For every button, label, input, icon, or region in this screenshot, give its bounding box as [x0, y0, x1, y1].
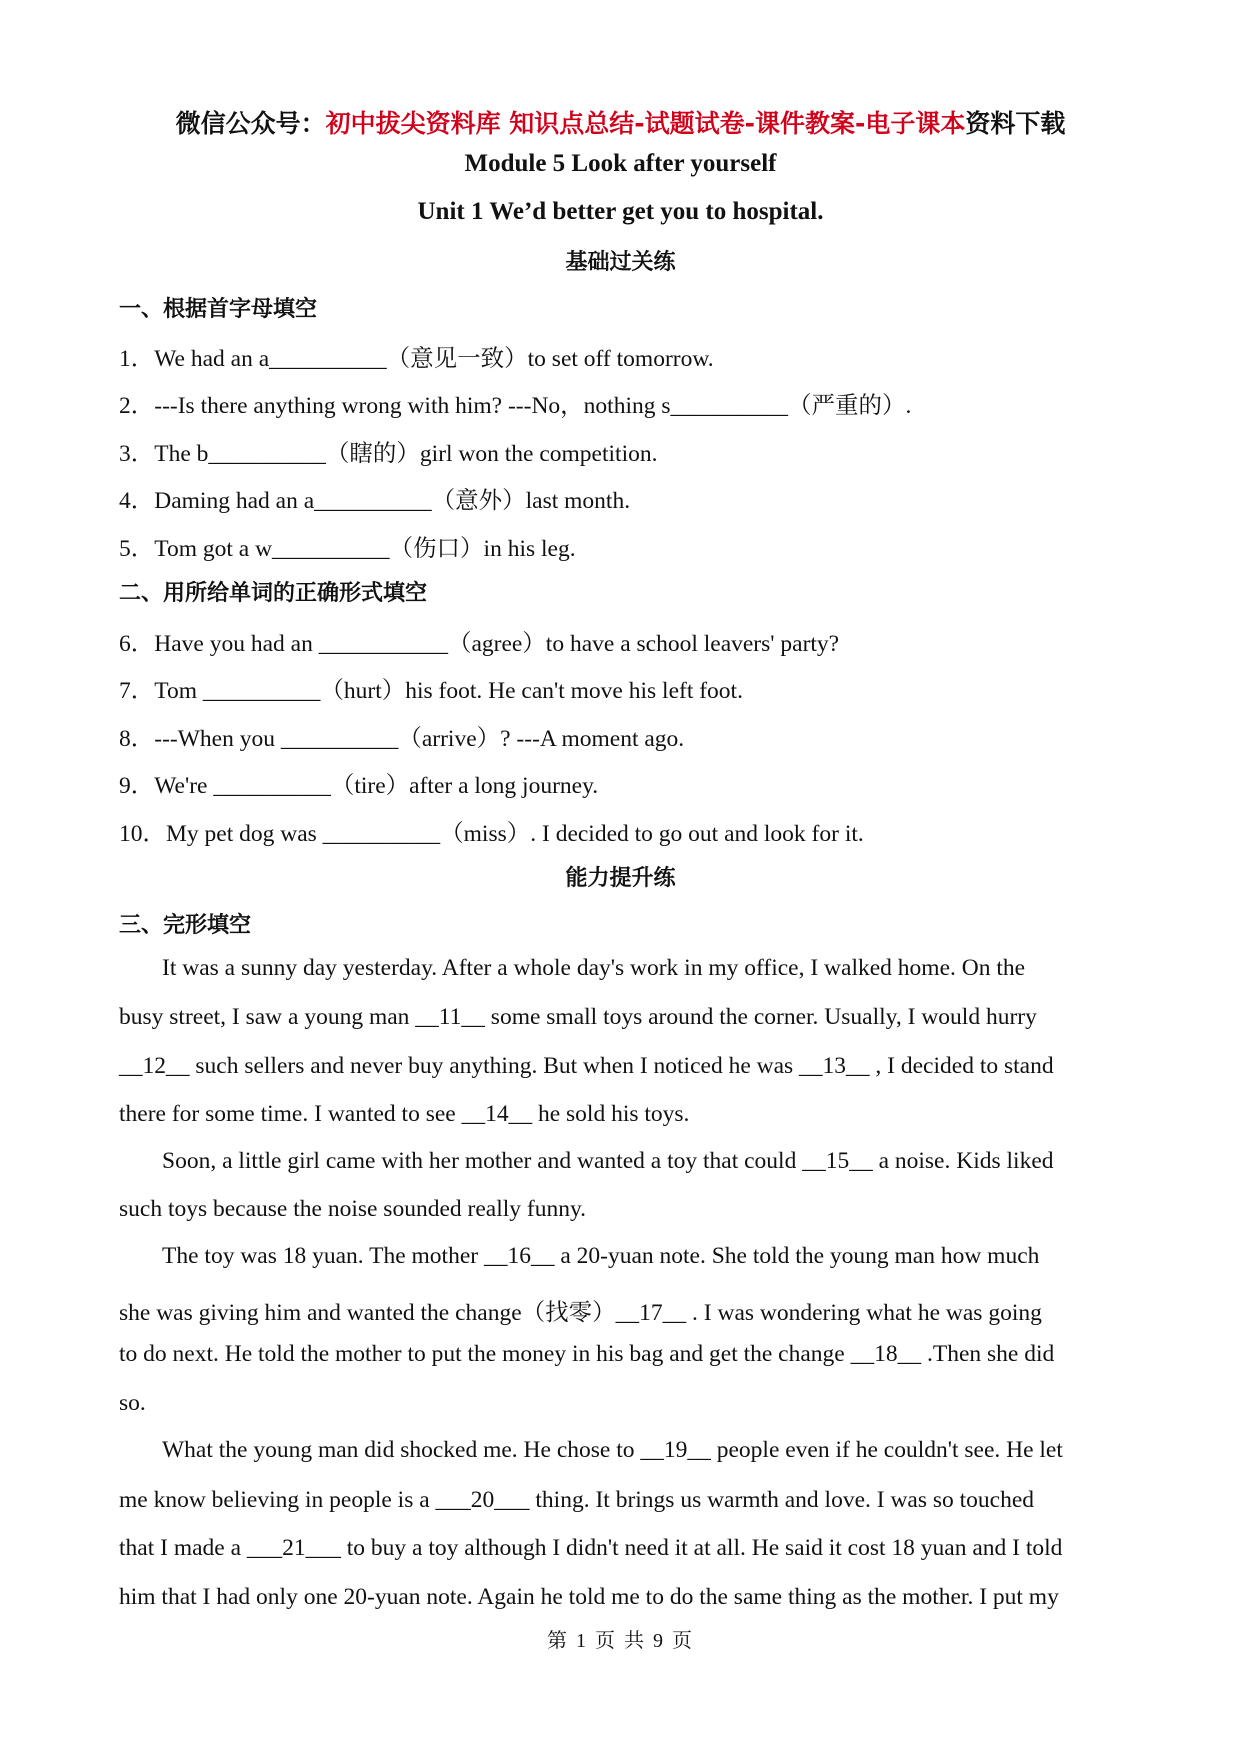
- cloze-line: me know believing in people is a ___20___ thing. It brings us warmth and love. I was so touched: [119, 1487, 1035, 1513]
- question-8: 8．---When you __________（arrive）? ---A moment ago.: [119, 726, 685, 752]
- cloze-line: It was a sunny day yesterday. After a whole day's work in my office, I walked home. On the: [162, 955, 1026, 981]
- question-10: 10．My pet dog was __________（miss）. I decided to go out and look for it.: [119, 821, 864, 847]
- part3-heading: 三、完形填空: [119, 913, 252, 938]
- question-3: 3．The b__________（瞎的）girl won the competition.: [119, 441, 658, 467]
- cloze-line: him that I had only one 20-yuan note. Again he told me to do the same thing as the mother. I put my: [119, 1584, 1059, 1610]
- question-6: 6．Have you had an ___________（agree）to have a school leavers' party?: [119, 631, 840, 657]
- cloze-line: The toy was 18 yuan. The mother __16__ a 20-yuan note. She told the young man how much: [162, 1243, 1040, 1269]
- page-footer: 第 1 页 共 9 页: [547, 1630, 694, 1652]
- part2-heading: 二、用所给单词的正确形式填空: [119, 581, 428, 606]
- cloze-line: there for some time. I wanted to see __14__ he sold his toys.: [119, 1101, 690, 1127]
- cloze-line: such toys because the noise sounded really funny.: [119, 1196, 587, 1222]
- cloze-line: What the young man did shocked me. He chose to __19__ people even if he couldn't see. He let: [162, 1437, 1063, 1463]
- wechat-header: [0, 104, 1241, 140]
- cloze-line: Soon, a little girl came with her mother and wanted a toy that could __15__ a noise. Kids liked: [162, 1148, 1054, 1174]
- question-9: 9．We're __________（tire）after a long journey.: [119, 773, 599, 799]
- header-suffix: 资料下载: [965, 109, 1066, 138]
- question-2: 2．---Is there anything wrong with him? ---No，nothing s__________（严重的）.: [119, 393, 912, 419]
- cloze-line: so.: [119, 1390, 146, 1416]
- cloze-line: busy street, I saw a young man __11__ some small toys around the corner. Usually, I would hurry: [119, 1004, 1037, 1030]
- unit-title: Unit 1 We’d better get you to hospital.: [417, 198, 824, 225]
- header-red-text: 初中拔尖资料库 知识点总结-试题试卷-课件教案-电子课本: [325, 109, 966, 138]
- question-7: 7．Tom __________（hurt）his foot. He can't move his left foot.: [119, 678, 743, 704]
- cloze-line: that I made a ___21___ to buy a toy although I didn't need it at all. He said it cost 18 yuan and I told: [119, 1535, 1063, 1561]
- module-title: Module 5 Look after yourself: [464, 150, 777, 177]
- cloze-line: __12__ such sellers and never buy anything. But when I noticed he was __13__ , I decided to stand: [119, 1053, 1054, 1079]
- basic-section-title: 基础过关练: [565, 250, 676, 275]
- header-prefix: 微信公众号：: [175, 109, 326, 138]
- question-1: 1．We had an a__________（意见一致）to set off tomorrow.: [119, 346, 714, 372]
- question-5: 5．Tom got a w__________（伤口）in his leg.: [119, 536, 576, 562]
- cloze-line: to do next. He told the mother to put the money in his bag and get the change __18__ .Then she did: [119, 1341, 1055, 1367]
- question-4: 4．Daming had an a__________（意外）last month.: [119, 488, 631, 514]
- part1-heading: 一、根据首字母填空: [119, 297, 318, 322]
- advanced-section-title: 能力提升练: [565, 866, 676, 891]
- cloze-line: she was giving him and wanted the change（找零）__17__ . I was wondering what he was going: [119, 1300, 1042, 1326]
